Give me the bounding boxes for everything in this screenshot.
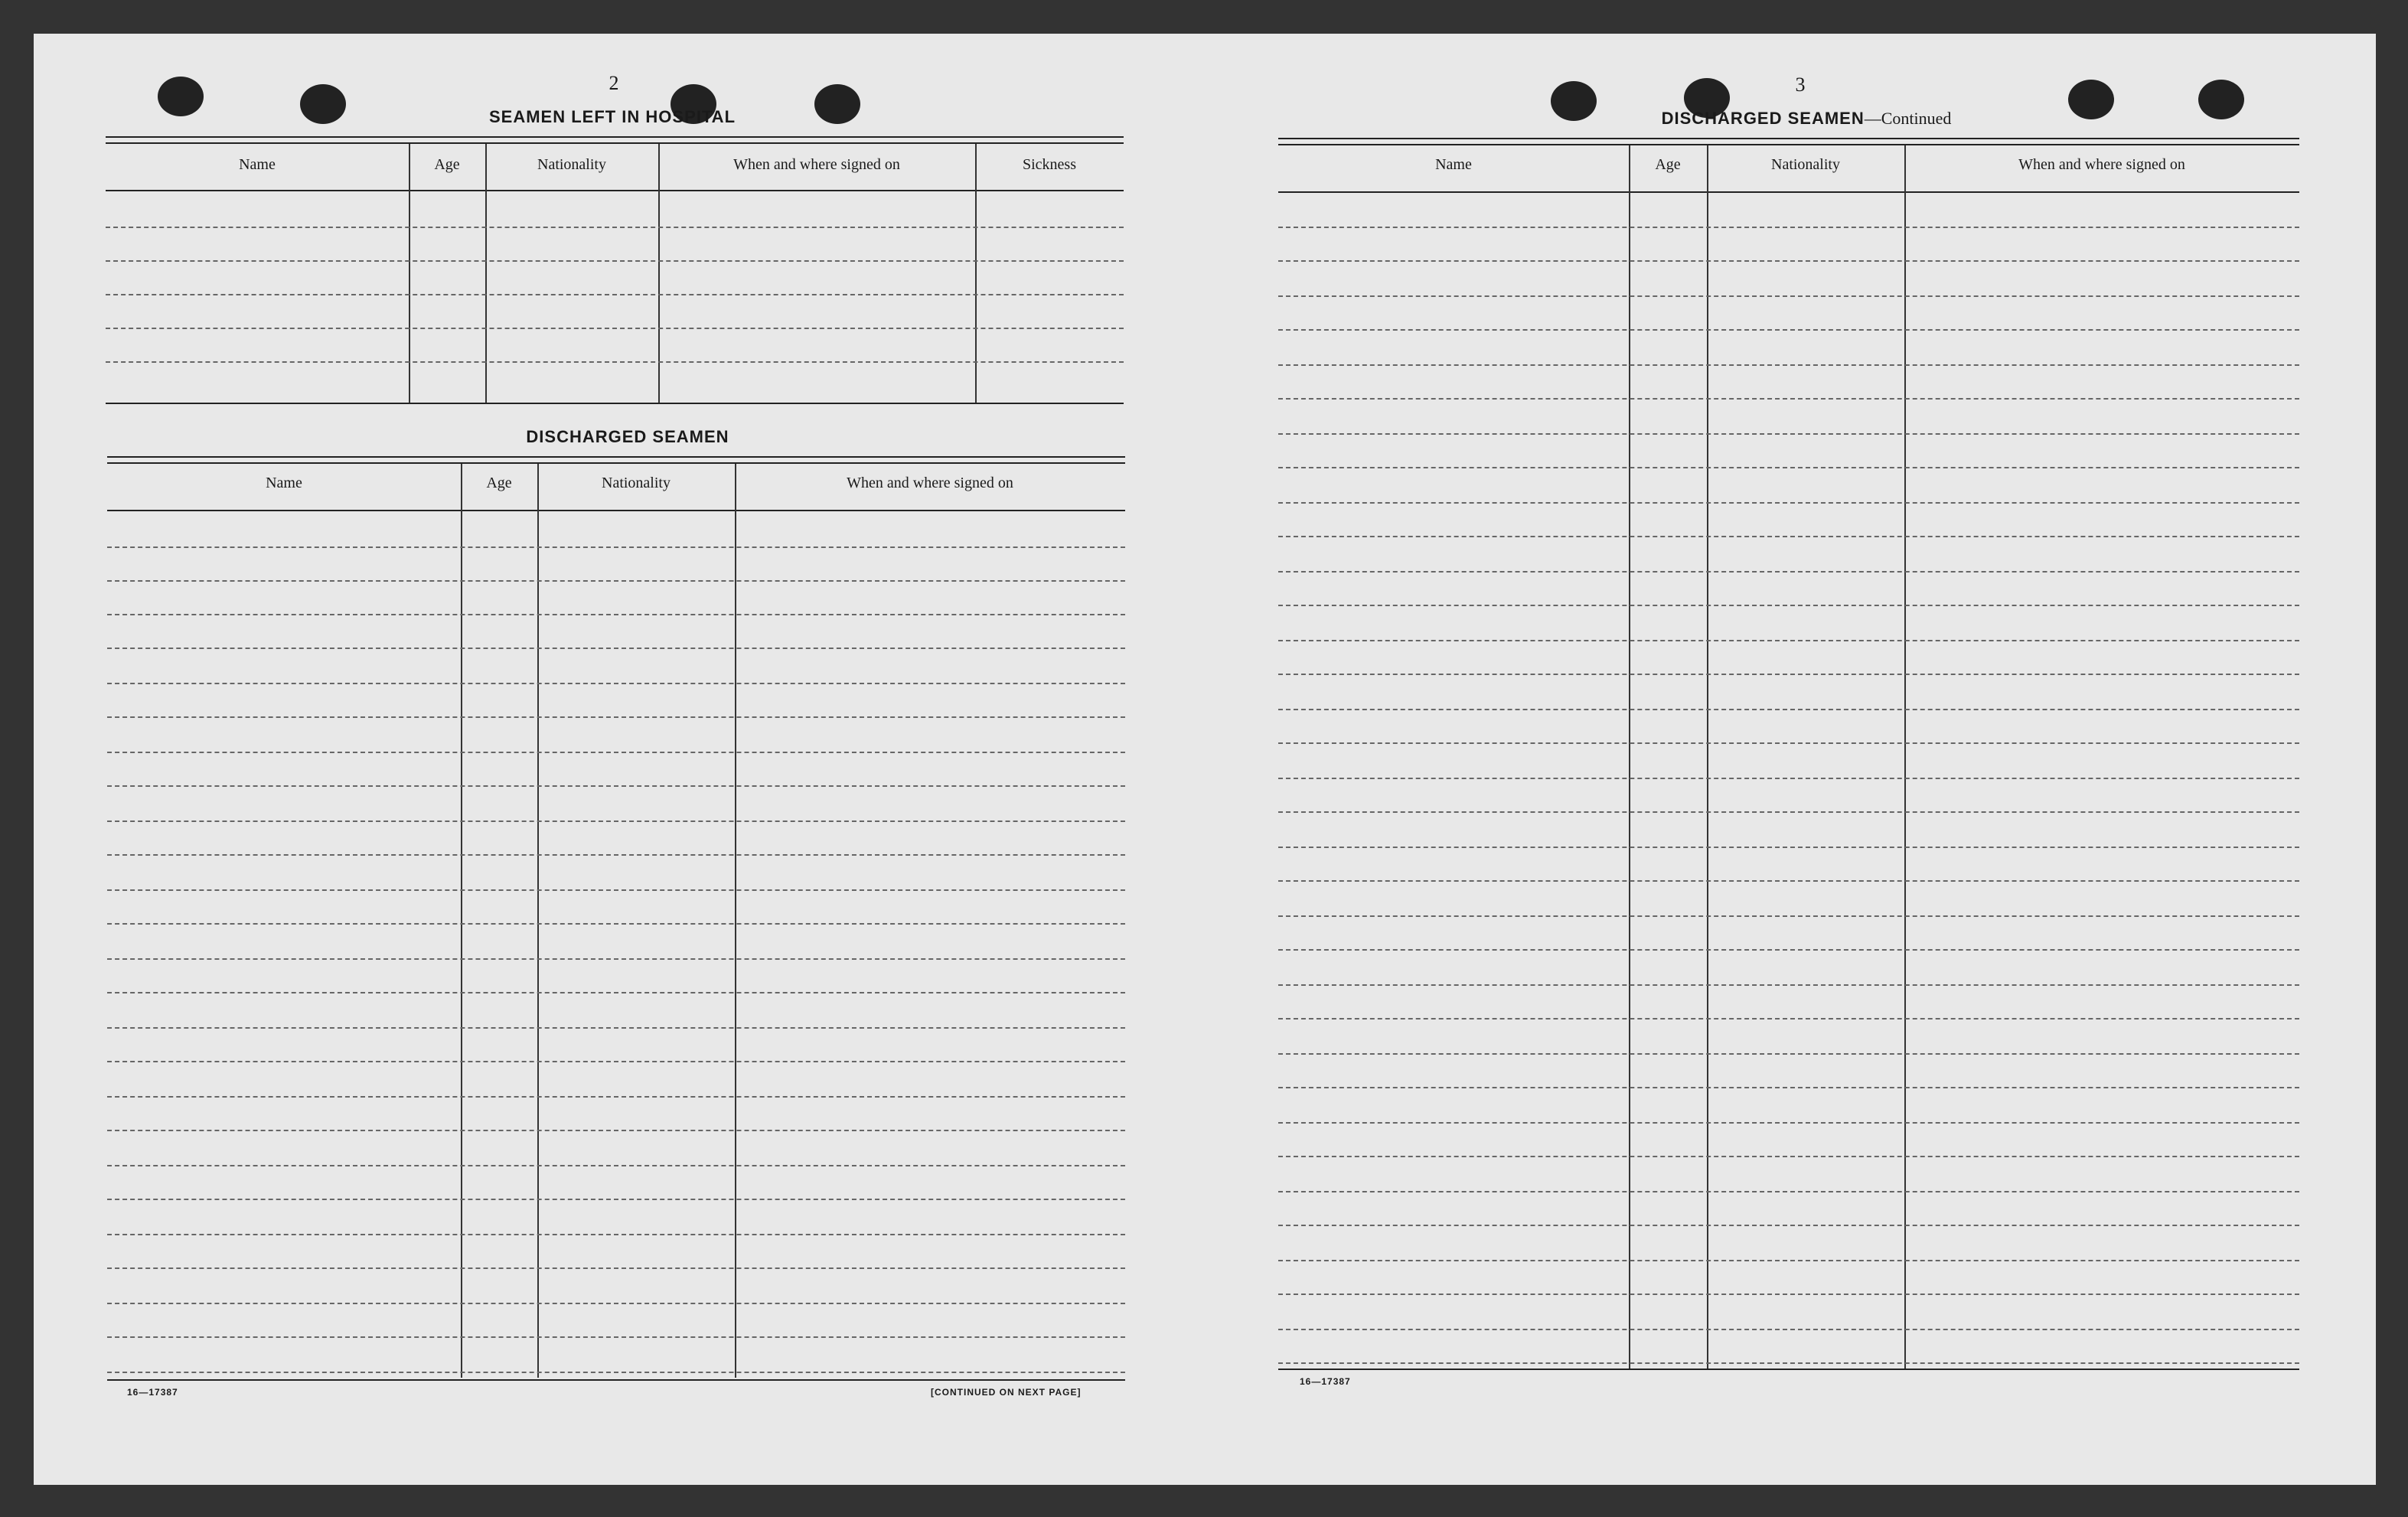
col-header-nationality: Nationality: [602, 475, 671, 491]
page-number-right: 3: [1795, 73, 1806, 96]
continued-note: [CONTINUED ON NEXT PAGE]: [931, 1387, 1082, 1398]
form-number-right: 16—17387: [1300, 1376, 1351, 1387]
punch-hole: [300, 84, 346, 124]
punch-hole: [814, 84, 860, 124]
col-header-name: Name: [1435, 156, 1472, 173]
discharged-table-right: [1278, 138, 2299, 1373]
col-header-signed-on: When and where signed on: [733, 156, 900, 173]
col-header-age: Age: [1655, 156, 1681, 173]
discharged-continued-title: [1577, 109, 2036, 129]
col-header-name: Name: [239, 156, 276, 173]
hospital-section-title: SEAMEN LEFT IN HOSPITAL: [488, 107, 736, 126]
col-header-age: Age: [434, 156, 460, 173]
form-number-left: 16—17387: [127, 1387, 178, 1398]
hospital-table: [106, 136, 1124, 409]
col-header-signed-on: When and where signed on: [847, 475, 1013, 491]
discharged-table-left: [107, 456, 1125, 1382]
col-header-name: Name: [266, 475, 302, 491]
col-header-age: Age: [486, 475, 512, 491]
col-header-sickness: Sickness: [1023, 156, 1076, 173]
col-header-nationality: Nationality: [537, 156, 606, 173]
col-header-signed-on: When and where signed on: [2018, 156, 2185, 173]
punch-hole: [2198, 80, 2244, 119]
discharged-section-title: DISCHARGED SEAMEN: [526, 427, 729, 446]
title-main: DISCHARGED SEAMEN: [1661, 109, 1865, 128]
col-header-nationality: Nationality: [1771, 156, 1840, 173]
punch-hole: [158, 77, 204, 116]
page-number-left: 2: [609, 72, 619, 94]
title-suffix: —Continued: [1864, 109, 1952, 128]
punch-hole: [2068, 80, 2114, 119]
